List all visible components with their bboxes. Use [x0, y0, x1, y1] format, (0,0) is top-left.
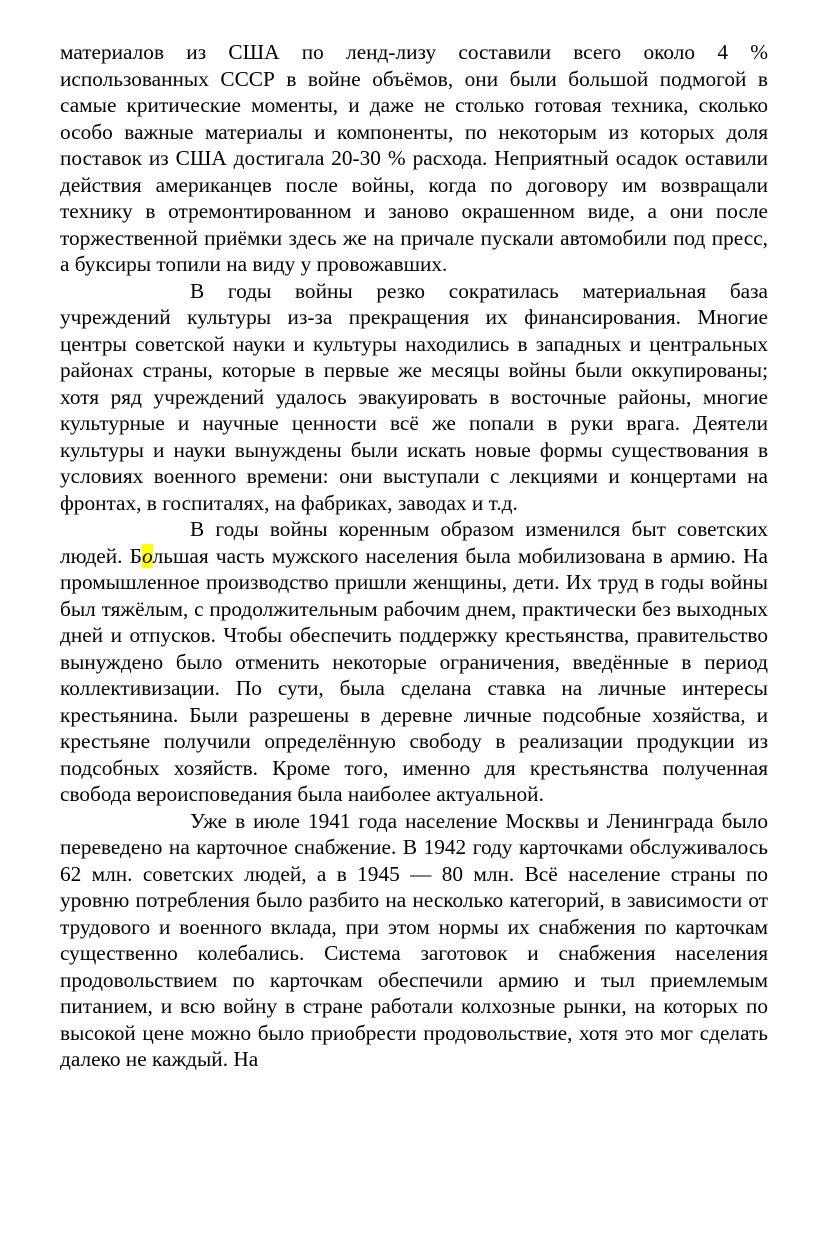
- document-page: [60, 39, 768, 1073]
- paragraph-daily-life: [60, 516, 768, 808]
- paragraph-culture: В годы войны резко сократилась материальная база учреждений культуры из-за прекращения их финансирования. Многие центры советской науки и культуры находились в западных и центральных районах страны, которые в первые же месяцы войны были оккупированы; хотя ряд учреждений удалось эвакуировать в восточные районы, многие культурные и научные ценности всё же попали в руки врага. Деятели культуры и науки вынуждены были искать новые формы существования в условиях военного времени: они выступали с лекциями и концертами на фронтах, в госпиталях, на фабриках, заводах и т.д.: [60, 278, 768, 515]
- paragraph-daily-life-rest: льшая часть мужского населения была мобилизована в армию. На промышленное производство пришли женщины, дети. Их труд в годы войны был тяжёлым, с продолжительным рабочим днем, практически без выходных дней и отпусков. Чтобы обеспечить поддержку крестьянства, правительство вынуждено было отменить некоторые ограничения, введённые в период коллективизации. По сути, была сделана ставка на личные интересы крестьянина. Были разрешены в деревне личные подсобные хозяйства, и крестьяне получили определённую свободу в реализации продукции из подсобных хозяйств. Кроме того, именно для крестьянства полученная свобода вероисповедания была наиболее актуальной.: [60, 543, 768, 806]
- highlighted-letter: о: [141, 543, 153, 568]
- paragraph-ration-cards: Уже в июле 1941 года население Москвы и Ленинграда было переведено на карточное снабжение. В 1942 году карточками обслуживалось 62 млн. советских людей, а в 1945 — 80 млн. Всё население страны по уровню потребления было разбито на несколько категорий, в зависимости от трудового и военного вклада, при этом нормы их снабжения по карточкам существенно колебались. Система заготовок и снабжения населения продовольствием по карточкам обеспечили армию и тыл приемлемым питанием, и всю войну в стране работали колхозные рынки, на которых по высокой цене можно было приобрести продовольствие, хотя это мог сделать далеко не каждый. На: [60, 808, 768, 1071]
- paragraph-daily-life-start: В годы войны коренным образом изменился быт советских людей. Б: [60, 517, 768, 568]
- paragraph-lend-lease: материалов из США по ленд-лизу составили всего около 4 % использованных СССР в войне объёмов, они были большой подмогой в самые критические моменты, и даже не столько готовая техника, сколько особо важные материалы и компоненты, по некоторым из которых доля поставок из США достигала 20-30 % расхода. Неприятный осадок оставили действия американцев после войны, когда по договору им возвращали технику в отремонтированном и заново окрашенном виде, а они после торжественной приёмки здесь же на причале пускали автомобили под пресс, а буксиры топили на виду у провожавших.: [60, 40, 768, 276]
